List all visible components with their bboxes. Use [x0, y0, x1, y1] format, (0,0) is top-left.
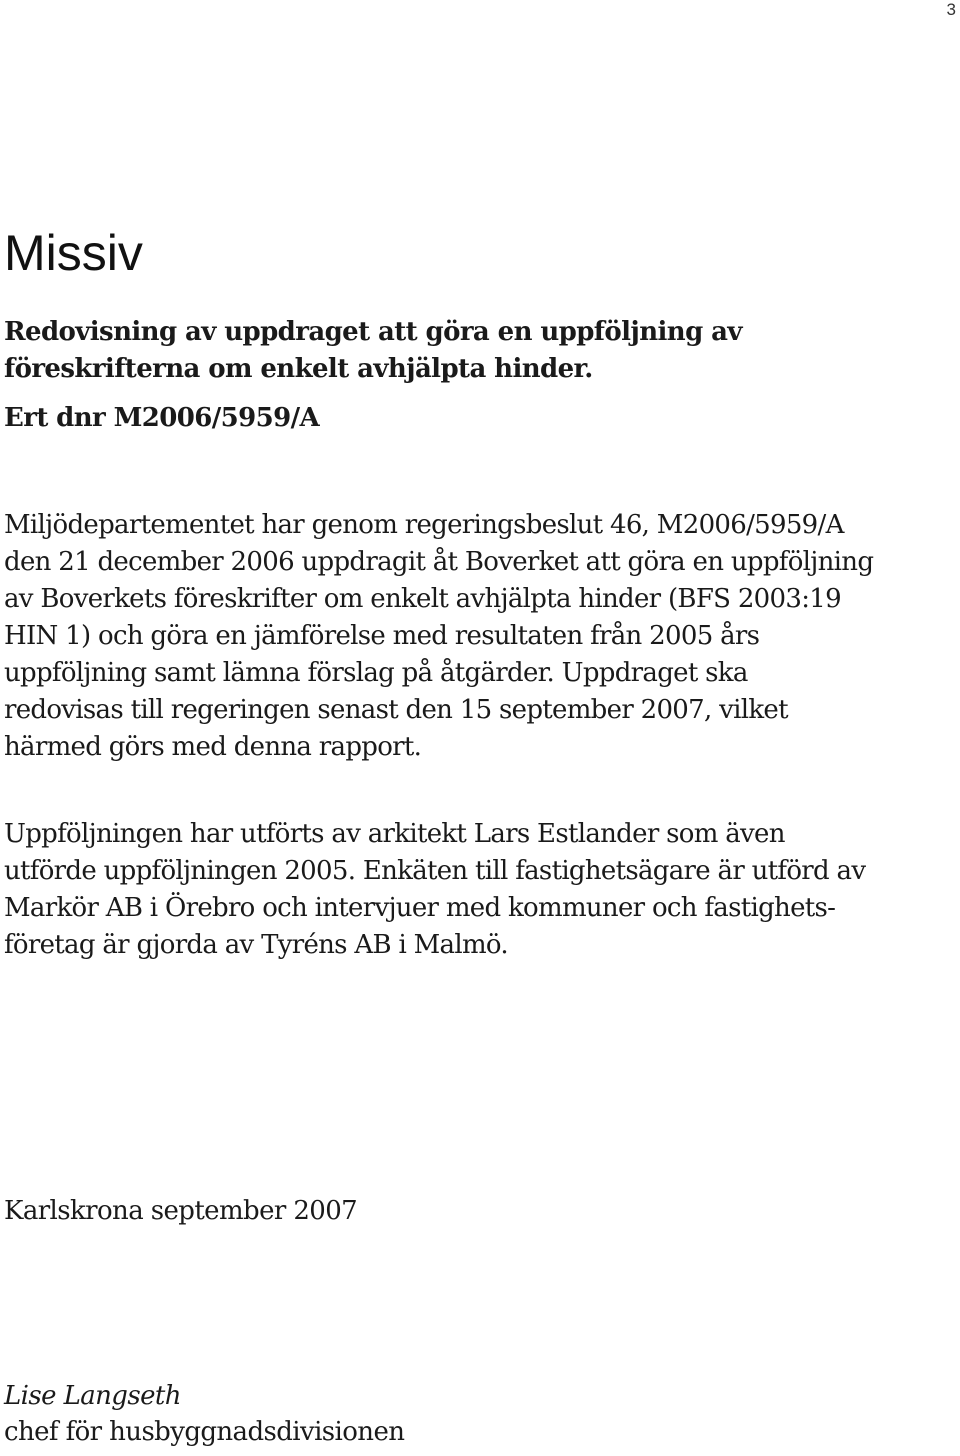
document-title: Missiv — [4, 225, 143, 281]
page-number: 3 — [946, 0, 956, 19]
paragraph-line: Markör AB i Örebro och intervjuer med kommuner och fastighets- — [4, 893, 836, 923]
signature-role: chef för husbyggnadsdivisionen — [4, 1417, 405, 1447]
paragraph-line: utförde uppföljningen 2005. Enkäten till fastighetsägare är utförd av — [4, 856, 866, 886]
body-paragraph-1 — [4, 507, 949, 766]
subject-line: Redovisning av uppdraget att göra en uppföljning av — [4, 317, 742, 347]
paragraph-line: den 21 december 2006 uppdragit åt Boverket att göra en uppföljning — [4, 547, 874, 577]
paragraph-line: av Boverkets föreskrifter om enkelt avhjälpta hinder (BFS 2003:19 — [4, 584, 841, 614]
signature-name: Lise Langseth — [4, 1381, 181, 1411]
paragraph-line: Uppföljningen har utförts av arkitekt Lars Estlander som även — [4, 819, 785, 849]
subject-line: föreskrifterna om enkelt avhjälpta hinder. — [4, 354, 593, 384]
paragraph-line: härmed görs med denna rapport. — [4, 732, 422, 762]
paragraph-line: redovisas till regeringen senast den 15 september 2007, vilket — [4, 695, 788, 725]
place-and-date: Karlskrona september 2007 — [4, 1196, 358, 1226]
paragraph-line: uppföljning samt lämna förslag på åtgärder. Uppdraget ska — [4, 658, 748, 688]
subject-heading — [4, 314, 944, 388]
body-paragraph-2 — [4, 816, 949, 964]
paragraph-line: HIN 1) och göra en jämförelse med resultaten från 2005 års — [4, 621, 760, 651]
reference-number: Ert dnr M2006/5959/A — [4, 403, 320, 433]
paragraph-line: Miljödepartementet har genom regeringsbeslut 46, M2006/5959/A — [4, 510, 844, 540]
paragraph-line: företag är gjorda av Tyréns AB i Malmö. — [4, 930, 508, 960]
